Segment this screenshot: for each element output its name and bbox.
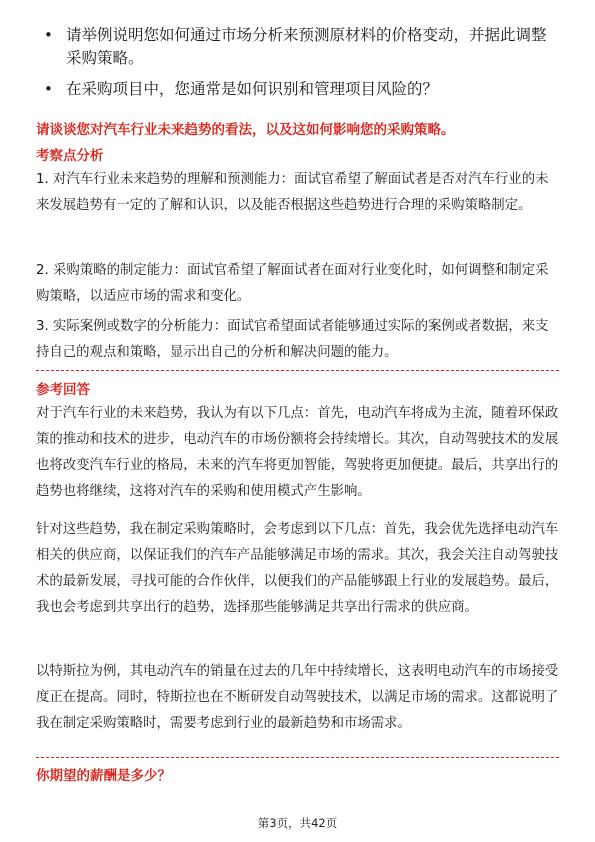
page-number: 第3页，共42页 bbox=[257, 816, 338, 830]
question-list bbox=[40, 24, 560, 109]
section-divider bbox=[36, 757, 559, 758]
bullet-icon: • bbox=[44, 26, 53, 44]
analysis-heading: 考察点分析 bbox=[36, 148, 104, 164]
bullet-icon: • bbox=[44, 80, 53, 98]
analysis-paragraph: 3. 实际案例或数字的分析能力：面试官希望面试者能够通过实际的案例或者数据，来支持自己的观点和策略，显示出自己的分析和解决问题的能力。 bbox=[36, 319, 549, 360]
answer-paragraph: 针对这些趋势，我在制定采购策略时，会考虑到以下几点：首先，我会优先选择电动汽车相关的供应商，以保证我们的汽车产品能够满足市场的需求。其次，我会关注自动驾驶技术的最新发展，寻找可能的合作伙伴，以便我们的产品能够跟上行业的发展趋势。最后，我也会考虑到共享出行的趋势，选择那些能够满足共享出行需求的供应商。 bbox=[36, 522, 559, 615]
list-item bbox=[40, 24, 560, 70]
question-title: 请谈谈您对汽车行业未来趋势的看法，以及这如何影响您的采购策略。 bbox=[36, 122, 455, 138]
section-divider bbox=[36, 370, 559, 371]
answer-paragraph: 以特斯拉为例，其电动汽车的销量在过去的几年中持续增长，这表明电动汽车的市场接受度正在提高。同时，特斯拉也在不断研发自动驾驶技术，以满足市场的需求。这都说明了我在制定采购策略时，需要考虑到行业的最新趋势和市场需求。 bbox=[36, 664, 559, 731]
answer-paragraph: 对于汽车行业的未来趋势，我认为有以下几点：首先，电动汽车将成为主流，随着环保政策的推动和技术的进步，电动汽车的市场份额将会持续增长。其次，自动驾驶技术的发展也将改变汽车行业的格局，未来的汽车将更加智能，驾驶将更加便捷。最后，共享出行的趋势也将继续，这将对汽车的采购和使用模式产生影响。 bbox=[36, 406, 559, 499]
list-item bbox=[40, 78, 560, 101]
list-item-text: 在采购项目中，您通常是如何识别和管理项目风险的？ bbox=[66, 80, 439, 98]
analysis-paragraph: 1. 对汽车行业未来趋势的理解和预测能力：面试官希望了解面试者是否对汽车行业的未来发展趋势有一定的了解和认识，以及能否根据这些趋势进行合理的采购策略制定。 bbox=[36, 172, 549, 213]
list-item-text: 请举例说明您如何通过市场分析来预测原材料的价格变动，并据此调整采购策略。 bbox=[66, 26, 547, 67]
next-question-title: 你期望的薪酬是多少？ bbox=[36, 768, 171, 784]
analysis-paragraph: 2. 采购策略的制定能力：面试官希望了解面试者在面对行业变化时，如何调整和制定采购策略，以适应市场的需求和变化。 bbox=[36, 263, 549, 304]
answer-heading: 参考回答 bbox=[36, 382, 90, 398]
